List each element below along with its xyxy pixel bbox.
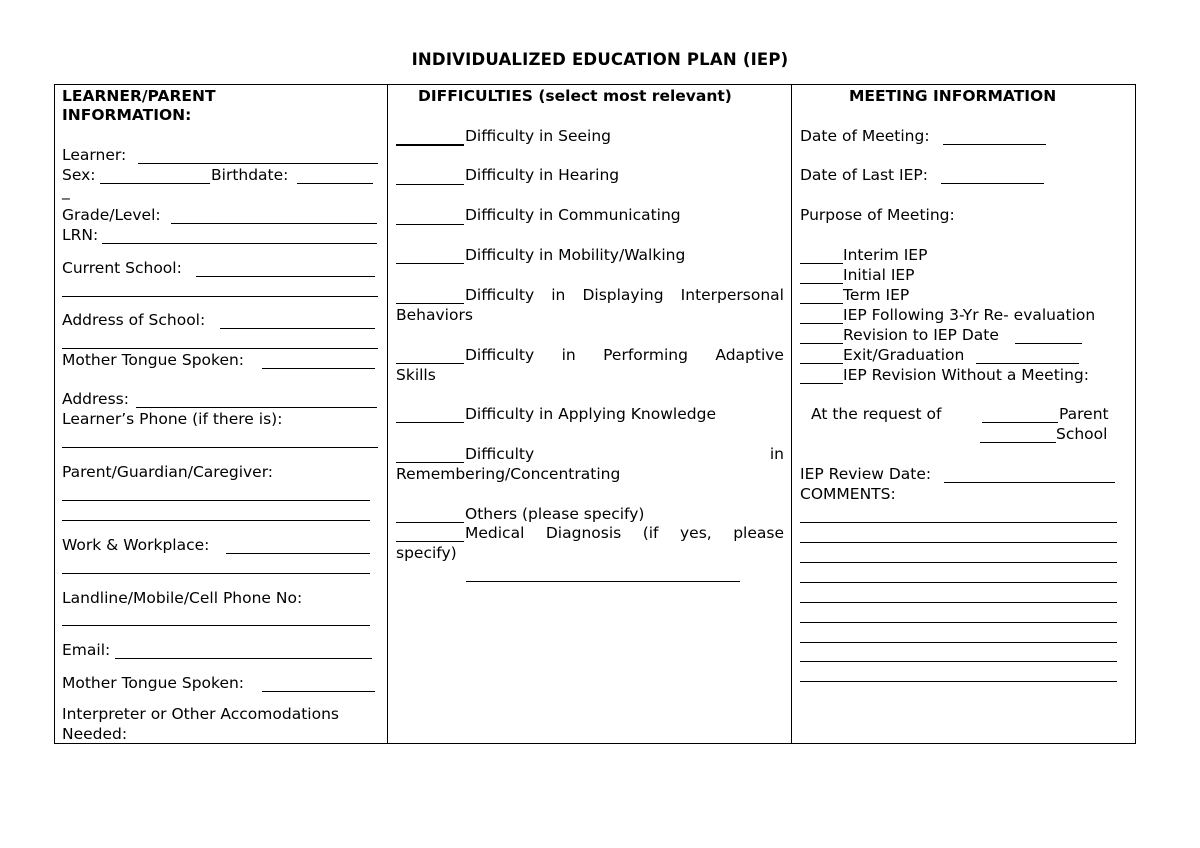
others-checkbox[interactable] xyxy=(396,522,464,523)
adaptive-label xyxy=(465,346,784,365)
phone-field[interactable] xyxy=(62,447,378,448)
comments-line[interactable] xyxy=(800,642,1117,643)
seeing-checkbox[interactable] xyxy=(396,144,464,146)
interpreter-label-1: Interpreter or Other Accomodations xyxy=(62,705,339,723)
work-label: Work & Workplace: xyxy=(62,536,210,554)
school-label: School xyxy=(1056,425,1108,443)
phone-label: Learner’s Phone (if there is): xyxy=(62,410,283,428)
column-divider-1 xyxy=(387,85,388,743)
hearing-checkbox[interactable] xyxy=(396,184,464,185)
comments-line[interactable] xyxy=(800,602,1117,603)
medical-word: (if xyxy=(642,524,659,542)
school-checkbox[interactable] xyxy=(980,442,1056,443)
meeting-heading: MEETING INFORMATION xyxy=(849,87,1057,105)
interpersonal-label-2: Behaviors xyxy=(396,306,473,324)
purpose-label: Purpose of Meeting: xyxy=(800,206,955,224)
birthdate-overflow: _ xyxy=(62,182,70,200)
email-field[interactable] xyxy=(115,658,372,659)
comments-line[interactable] xyxy=(800,522,1117,523)
adaptive-checkbox[interactable] xyxy=(396,363,464,364)
school-address-label: Address of School: xyxy=(62,311,206,329)
adaptive-word: Performing xyxy=(603,346,688,364)
purpose-checkbox[interactable] xyxy=(800,363,843,364)
interpersonal-checkbox[interactable] xyxy=(396,303,464,304)
purpose-checkbox[interactable] xyxy=(800,383,843,384)
comments-line[interactable] xyxy=(800,562,1117,563)
school-address-field-2[interactable] xyxy=(62,348,378,349)
medical-word: Medical xyxy=(465,524,525,542)
meeting-date-label: Date of Meeting: xyxy=(800,127,930,145)
interpersonal-word: Difficulty xyxy=(465,286,535,304)
adaptive-word: Adaptive xyxy=(715,346,784,364)
interpersonal-word: in xyxy=(551,286,566,304)
review-date-field[interactable] xyxy=(944,482,1115,483)
parent-label: Parent xyxy=(1059,405,1109,423)
current-school-field[interactable] xyxy=(196,276,375,277)
grade-label: Grade/Level: xyxy=(62,206,161,224)
purpose-checkbox[interactable] xyxy=(800,303,843,304)
guardian-field[interactable] xyxy=(62,500,370,501)
medical-label-2: specify) xyxy=(396,544,457,562)
medical-word: Diagnosis xyxy=(545,524,622,542)
sex-field[interactable] xyxy=(100,183,210,184)
adaptive-word: Difficulty xyxy=(465,346,535,364)
purpose-option: Revision to IEP Date xyxy=(843,326,999,344)
purpose-checkbox[interactable] xyxy=(800,263,843,264)
purpose-option: Exit/Graduation xyxy=(843,346,965,364)
remembering-word: Difficulty xyxy=(465,445,535,463)
exit-date-field[interactable] xyxy=(976,363,1079,364)
knowledge-label: Difficulty in Applying Knowledge xyxy=(465,405,716,423)
medical-word: please xyxy=(733,524,784,542)
learner-name-field[interactable] xyxy=(138,163,378,164)
guardian-label: Parent/Guardian/Caregiver: xyxy=(62,463,274,481)
mobility-checkbox[interactable] xyxy=(396,263,464,264)
communicating-checkbox[interactable] xyxy=(396,224,464,225)
revision-date-field[interactable] xyxy=(1015,343,1082,344)
last-iep-label: Date of Last IEP: xyxy=(800,166,928,184)
medical-label xyxy=(465,524,784,543)
purpose-option: Term IEP xyxy=(843,286,910,304)
purpose-checkbox[interactable] xyxy=(800,323,843,324)
grade-field[interactable] xyxy=(171,223,377,224)
lrn-field[interactable] xyxy=(102,243,377,244)
comments-line[interactable] xyxy=(800,661,1117,662)
interpreter-label-2: Needed: xyxy=(62,725,128,743)
interpersonal-word: Interpersonal xyxy=(680,286,784,304)
lrn-label: LRN: xyxy=(62,226,99,244)
mother-tongue-2-label: Mother Tongue Spoken: xyxy=(62,674,245,692)
purpose-checkbox[interactable] xyxy=(800,283,843,284)
comments-line[interactable] xyxy=(800,542,1117,543)
page-title: INDIVIDUALIZED EDUCATION PLAN (IEP) xyxy=(411,50,789,69)
mobility-label: Difficulty in Mobility/Walking xyxy=(465,246,686,264)
work-field-2[interactable] xyxy=(62,573,370,574)
interpersonal-label xyxy=(465,286,784,305)
column-divider-2 xyxy=(791,85,792,743)
request-label: At the request of xyxy=(811,405,942,423)
adaptive-label-2: Skills xyxy=(396,366,436,384)
mother-tongue-2-field[interactable] xyxy=(262,691,375,692)
difficulties-heading: DIFFICULTIES (select most relevant) xyxy=(418,87,732,105)
sex-label: Sex: xyxy=(62,166,96,184)
learner-heading-2: INFORMATION: xyxy=(62,106,192,124)
comments-line[interactable] xyxy=(800,622,1117,623)
remembering-label xyxy=(465,445,784,464)
adaptive-word: in xyxy=(561,346,576,364)
mother-tongue-field[interactable] xyxy=(262,368,375,369)
parent-checkbox[interactable] xyxy=(982,422,1058,423)
learner-heading-1: LEARNER/PARENT xyxy=(62,87,216,105)
remembering-label-2: Remembering/Concentrating xyxy=(396,465,621,483)
purpose-option: IEP Following 3-Yr Re- evaluation xyxy=(843,306,1096,324)
learner-label: Learner: xyxy=(62,146,127,164)
landline-field[interactable] xyxy=(62,625,370,626)
remembering-checkbox[interactable] xyxy=(396,462,464,463)
purpose-checkbox[interactable] xyxy=(800,343,843,344)
last-iep-field[interactable] xyxy=(941,183,1044,184)
mother-tongue-label: Mother Tongue Spoken: xyxy=(62,351,245,369)
hearing-label: Difficulty in Hearing xyxy=(465,166,620,184)
school-address-field[interactable] xyxy=(220,328,375,329)
address-field[interactable] xyxy=(136,407,377,408)
interpersonal-word: Displaying xyxy=(582,286,664,304)
birthdate-label: Birthdate: xyxy=(211,166,289,184)
comments-line[interactable] xyxy=(800,681,1117,682)
purpose-option: IEP Revision Without a Meeting: xyxy=(843,366,1089,384)
knowledge-checkbox[interactable] xyxy=(396,422,464,423)
guardian-field-2[interactable] xyxy=(62,520,370,521)
medical-checkbox[interactable] xyxy=(396,541,464,542)
review-date-label: IEP Review Date: xyxy=(800,465,932,483)
meeting-date-field[interactable] xyxy=(943,144,1046,145)
landline-label: Landline/Mobile/Cell Phone No: xyxy=(62,589,303,607)
email-label: Email: xyxy=(62,641,111,659)
current-school-field-2[interactable] xyxy=(62,296,378,297)
comments-label: COMMENTS: xyxy=(800,485,896,503)
purpose-option: Initial IEP xyxy=(843,266,915,284)
work-field[interactable] xyxy=(226,553,370,554)
remembering-word: in xyxy=(769,445,784,463)
medical-word: yes, xyxy=(680,524,712,542)
purpose-option: Interim IEP xyxy=(843,246,928,264)
current-school-label: Current School: xyxy=(62,259,182,277)
communicating-label: Difficulty in Communicating xyxy=(465,206,681,224)
comments-line[interactable] xyxy=(800,582,1117,583)
seeing-label: Difficulty in Seeing xyxy=(465,127,611,145)
others-label: Others (please specify) xyxy=(465,505,645,523)
address-label: Address: xyxy=(62,390,129,408)
medical-diagnosis-field[interactable] xyxy=(466,581,740,582)
birthdate-field[interactable] xyxy=(297,183,373,184)
